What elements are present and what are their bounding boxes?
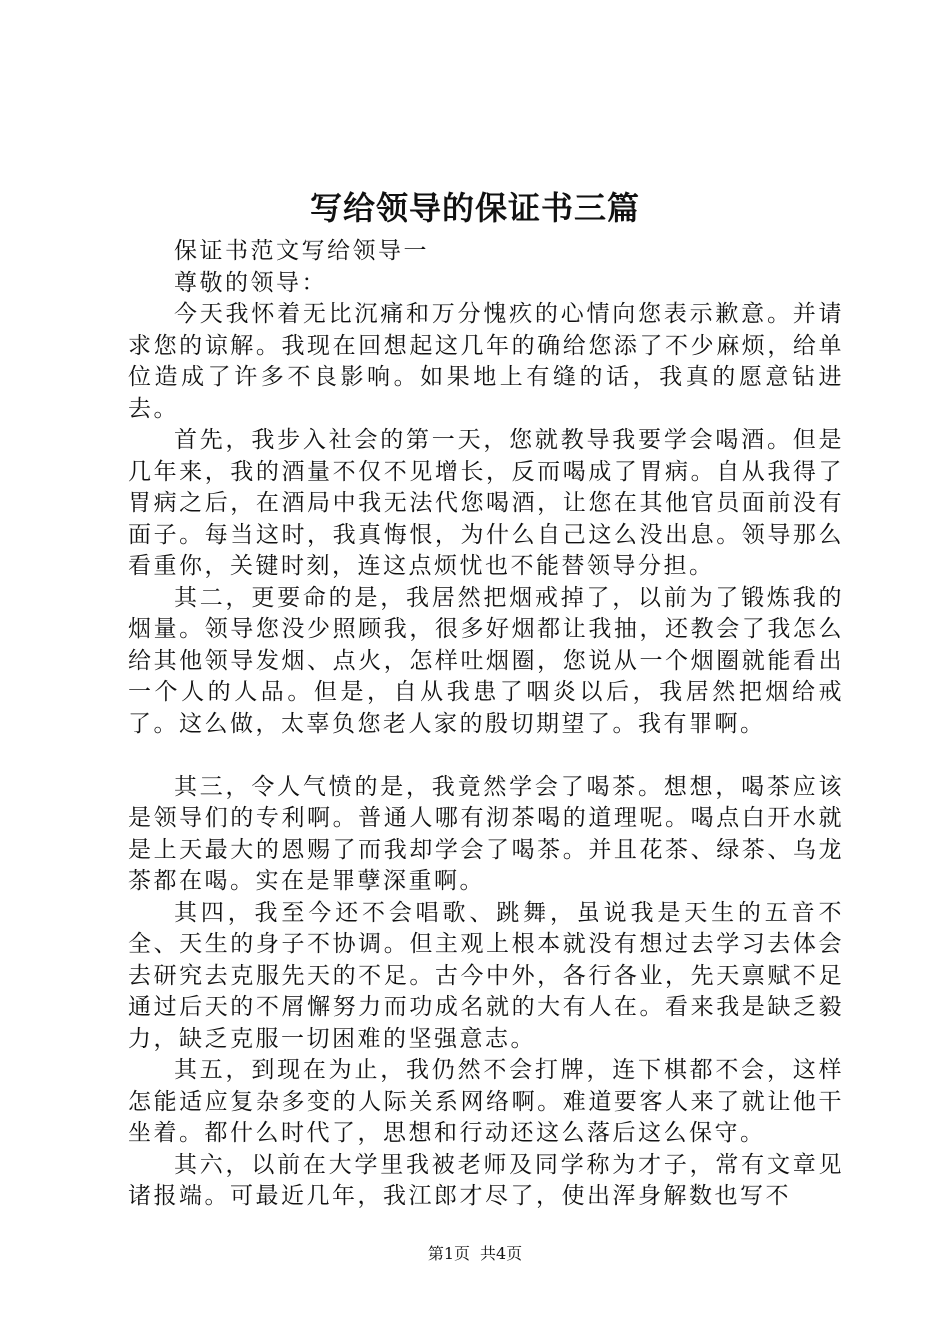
page-number: 第1页 [427,1244,470,1263]
paragraph: 其六，以前在大学里我被老师及同学称为才子，常有文章见诸报端。可最近几年，我江郎才尽了，使出浑身解数也写不 [128,1151,844,1209]
document-title: 写给领导的保证书三篇 [309,189,640,227]
salutation: 尊敬的领导： [174,269,327,296]
page-footer [0,1243,950,1265]
document-body [128,236,844,1213]
paragraph: 其二，更要命的是，我居然把烟戒掉了，以前为了锻炼我的烟量。领导您没少照顾我，很多好烟都让我抽，还教会了我怎么给其他领导发烟、点火，怎样吐烟圈，您说从一个烟圈就能看出一个人的人品。但是，自从我患了咽炎以后，我居然把烟给戒了。这么做，太辜负您老人家的殷切期望了。我有罪啊。 [128,584,844,737]
paragraph: 其五，到现在为止，我仍然不会打牌，连下棋都不会，这样怎能适应复杂多变的人际关系网络啊。难道要客人来了就让他干坐着。都什么时代了，思想和行动还这么落后这么保守。 [128,1057,844,1146]
paragraph: 其三，令人气愤的是，我竟然学会了喝茶。想想，喝茶应该是领导们的专利啊。普通人哪有沏茶喝的道理呢。喝点白开水就是上天最大的恩赐了而我却学会了喝茶。并且花茶、绿茶、乌龙茶都在喝。实在是罪孽深重啊。 [128,773,844,894]
page-total: 共4页 [480,1244,523,1263]
paragraph: 保证书范文写给领导一 [174,238,429,264]
paragraph: 首先，我步入社会的第一天，您就教导我要学会喝酒。但是几年来，我的酒量不仅不见增长，反而喝成了胃病。自从我得了胃病之后，在酒局中我无法代您喝酒，让您在其他官员面前没有面子。每当这时，我真悔恨，为什么自己这么没出息。领导那么看重你，关键时刻，连这点烦忧也不能替领导分担。 [128,427,844,579]
paragraph: 其四，我至今还不会唱歌、跳舞，虽说我是天生的五音不全、天生的身子不协调。但主观上根本就没有想过去学习去体会去研究去克服先天的不足。古今中外，各行各业，先天禀赋不足通过后天的不屑懈努力而功成名就的大有人在。看来我是缺乏毅力，缺乏克服一切困难的坚强意志。 [128,899,844,1052]
paragraph: 今天我怀着无比沉痛和万分愧疚的心情向您表示歉意。并请求您的谅解。我现在回想起这几年的确给您添了不少麻烦，给单位造成了许多不良影响。如果地上有缝的话，我真的愿意钻进去。 [128,301,844,422]
